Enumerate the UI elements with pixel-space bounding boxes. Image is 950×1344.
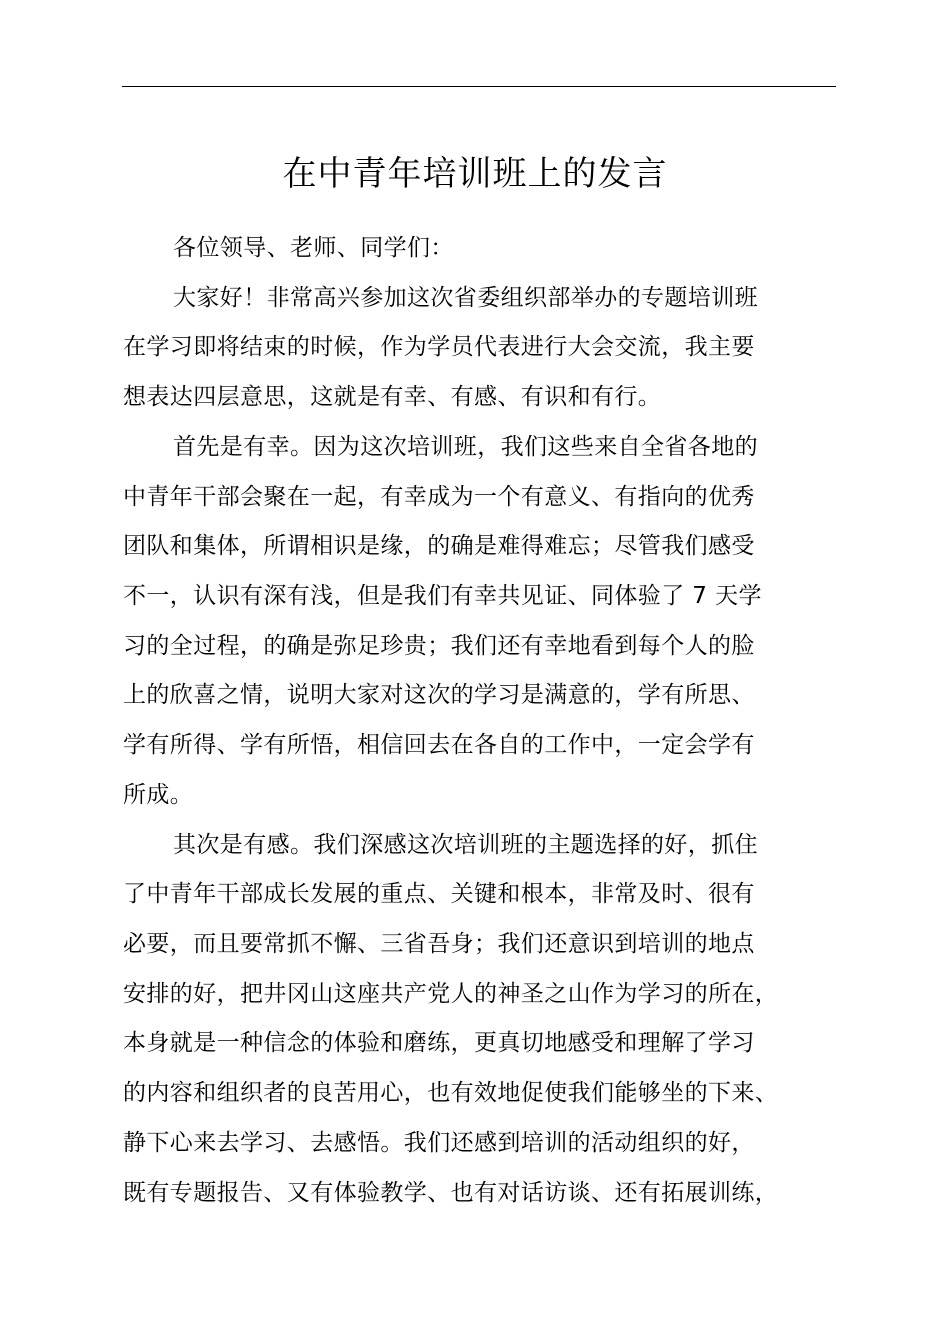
paragraph-line: 其次是有感。我们深感这次培训班的主题选择的好，抓住	[173, 832, 758, 858]
paragraph-line: 在学习即将结束的时候，作为学员代表进行大会交流，我主要	[123, 334, 755, 360]
paragraph-line: 中青年干部会聚在一起，有幸成为一个有意义、有指向的优秀	[123, 484, 755, 510]
paragraph-line: 既有专题报告、又有体验教学、也有对话访谈、还有拓展训练，	[123, 1180, 779, 1206]
salutation-line: 各位领导、老师、同学们：	[173, 235, 454, 261]
paragraph-line: 必要，而且要常抓不懈、三省吾身；我们还意识到培训的地点	[123, 931, 755, 957]
paragraph-line: 安排的好，把井冈山这座共产党人的神圣之山作为学习的所在，	[123, 981, 779, 1007]
paragraph-line: 上的欣喜之情，说明大家对这次的学习是满意的，学有所思、	[123, 682, 755, 708]
paragraph-line: 的内容和组织者的良苦用心，也有效地促使我们能够坐的下来、	[123, 1080, 779, 1106]
paragraph-line: 想表达四层意思，这就是有幸、有感、有识和有行。	[123, 384, 662, 410]
paragraph-line: 了中青年干部成长发展的重点、关键和根本，非常及时、很有	[123, 881, 755, 907]
header-rule	[122, 86, 836, 87]
paragraph-line: 学有所得、学有所悟，相信回去在各自的工作中，一定会学有	[123, 732, 755, 758]
paragraph-line: 团队和集体，所谓相识是缘，的确是难得难忘；尽管我们感受	[123, 533, 755, 559]
paragraph-line: 首先是有幸。因为这次培训班，我们这些来自全省各地的	[173, 434, 758, 460]
paragraph-line: 静下心来去学习、去感悟。我们还感到培训的活动组织的好，	[123, 1130, 755, 1156]
paragraph-line: 不一，认识有深有浅，但是我们有幸共见证、同体验了 7 天学	[123, 583, 762, 609]
paragraph-line: 大家好！非常高兴参加这次省委组织部举办的专题培训班	[173, 285, 758, 311]
paragraph-line: 本身就是一种信念的体验和磨练，更真切地感受和理解了学习	[123, 1030, 755, 1056]
document-title: 在中青年培训班上的发言	[282, 154, 668, 194]
paragraph-line: 所成。	[123, 782, 194, 808]
paragraph-line: 习的全过程，的确是弥足珍贵；我们还有幸地看到每个人的脸	[123, 633, 755, 659]
